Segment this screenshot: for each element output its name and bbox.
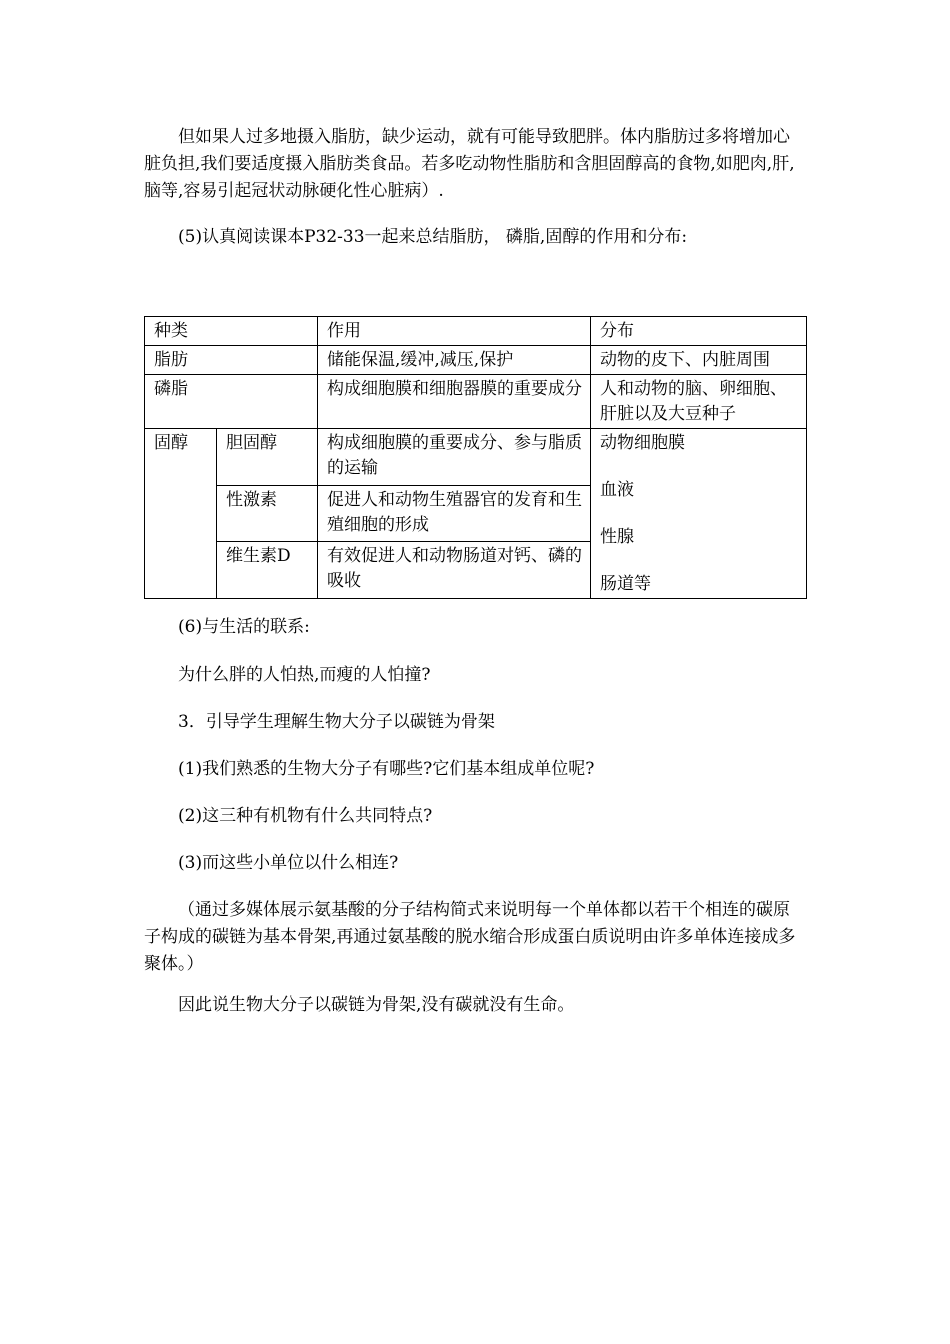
paragraph-section-3: 3．引导学生理解生物大分子以碳链为骨架 [178,712,495,732]
phospholipid-distribution: 人和动物的脑、卵细胞、肝脏以及大豆种子 [591,375,807,429]
fat-name: 脂肪 [145,346,318,375]
phospholipid-function: 构成细胞膜和细胞器膜的重要成分 [318,375,591,429]
vitamin-d-name: 维生素D [217,542,318,599]
paragraph-multimedia-note: （通过多媒体展示氨基酸的分子结构简式来说明每一个单体都以若干个相连的碳原子构成的碳链为基本骨架,再通过氨基酸的脱水缩合形成蛋白质说明由许多单体连接成多聚体。） [144,900,796,974]
paragraph-obesity: 但如果人过多地摄入脂肪，缺少运动，就有可能导致肥胖。体内脂肪过多将增加心脏负担,我们要适度摄入脂肪类食品。若多吃动物性脂肪和含胆固醇高的食物,如肥肉,肝,脑等,容易引起冠状动脉硬化性心脏病）. [144,127,795,201]
distribution-intestine: 肠道等 [600,574,651,594]
sterol-distribution [591,429,807,599]
cholesterol-name: 胆固醇 [217,429,318,486]
distribution-cell-membrane: 动物细胞膜 [600,433,685,453]
paragraph-conclusion: 因此说生物大分子以碳链为骨架,没有碳就没有生命。 [178,995,575,1015]
sex-hormone-function: 促进人和动物生殖器官的发育和生殖细胞的形成 [318,485,591,542]
lipid-table [144,316,807,599]
paragraph-question-3: (3)而这些小单位以什么相连? [178,853,399,873]
sterol-name: 固醇 [145,429,217,599]
distribution-blood: 血液 [600,480,634,500]
table-row-phospholipid [145,375,807,429]
paragraph-life-connection: (6)与生活的联系: [178,617,310,637]
paragraph-question-heat: 为什么胖的人怕热,而瘦的人怕撞? [178,665,431,685]
table-row-cholesterol [145,429,807,486]
phospholipid-name: 磷脂 [145,375,318,429]
header-type: 种类 [145,317,318,346]
distribution-gonad: 性腺 [600,527,634,547]
paragraph-task-5: (5)认真阅读课本P32-33一起来总结脂肪， 磷脂,固醇的作用和分布: [178,227,688,247]
paragraph-question-2: (2)这三种有机物有什么共同特点? [178,806,433,826]
sex-hormone-name: 性激素 [217,485,318,542]
header-function: 作用 [318,317,591,346]
table-row-fat [145,346,807,375]
fat-distribution: 动物的皮下、内脏周围 [591,346,807,375]
paragraph-question-1: (1)我们熟悉的生物大分子有哪些?它们基本组成单位呢? [178,759,595,779]
cholesterol-function: 构成细胞膜的重要成分、参与脂质的运输 [318,429,591,486]
table-header-row [145,317,807,346]
vitamin-d-function: 有效促进人和动物肠道对钙、磷的吸收 [318,542,591,599]
fat-function: 储能保温,缓冲,减压,保护 [318,346,591,375]
header-distribution: 分布 [591,317,807,346]
